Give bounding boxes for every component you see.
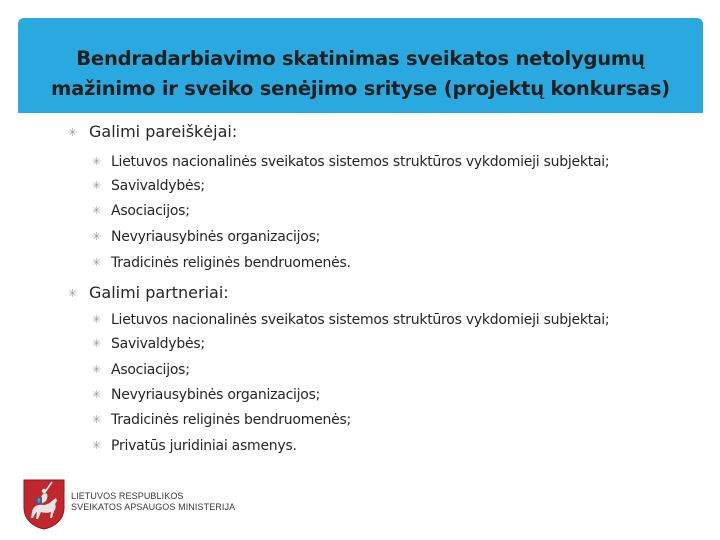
asterisk-bullet-icon: ✳ [92,313,101,326]
ministry-name [71,491,235,513]
list-item: ✳ Savivaldybės; [92,178,205,194]
title-line-2: mažinimo ir sveiko senėjimo srityse (projektų konkursas) [51,77,670,100]
asterisk-bullet-icon: ✳ [92,179,101,192]
ministry-logo [22,478,322,528]
list-item: ✳ Lietuvos nacionalinės sveikatos sistemos struktūros vykdomieji subjektai; [92,312,610,328]
asterisk-bullet-icon: ✳ [92,155,101,168]
vytis-coat-of-arms-icon [22,478,66,530]
asterisk-bullet-icon: ✳ [68,126,78,139]
slide-title [18,44,703,104]
ministry-line-2: SVEIKATOS APSAUGOS MINISTERIJA [71,502,236,512]
asterisk-bullet-icon: ✳ [68,287,78,300]
asterisk-bullet-icon: ✳ [92,439,101,452]
ministry-line-1: LIETUVOS RESPUBLIKOS [71,491,184,501]
asterisk-bullet-icon: ✳ [92,413,101,426]
section-heading-partners: ✳ Galimi partneriai: [68,283,229,302]
list-item: ✳ Asociacijos; [92,203,190,219]
asterisk-bullet-icon: ✳ [92,204,101,217]
asterisk-bullet-icon: ✳ [92,388,101,401]
section-heading-applicants: ✳ Galimi pareiškėjai: [68,122,238,141]
title-line-1: Bendradarbiavimo skatinimas sveikatos netolygumų [76,47,645,70]
list-item: ✳ Lietuvos nacionalinės sveikatos sistemos struktūros vykdomieji subjektai; [92,154,610,170]
list-item: ✳ Tradicinės religinės bendruomenės; [92,412,351,428]
asterisk-bullet-icon: ✳ [92,230,101,243]
list-item: ✳ Savivaldybės; [92,336,205,352]
list-item: ✳ Tradicinės religinės bendruomenės. [92,255,351,271]
asterisk-bullet-icon: ✳ [92,363,101,376]
list-item: ✳ Privatūs juridiniai asmenys. [92,438,297,454]
list-item: ✳ Asociacijos; [92,362,190,378]
asterisk-bullet-icon: ✳ [92,337,101,350]
asterisk-bullet-icon: ✳ [92,256,101,269]
list-item: ✳ Nevyriausybinės organizacijos; [92,229,321,245]
list-item: ✳ Nevyriausybinės organizacijos; [92,387,321,403]
